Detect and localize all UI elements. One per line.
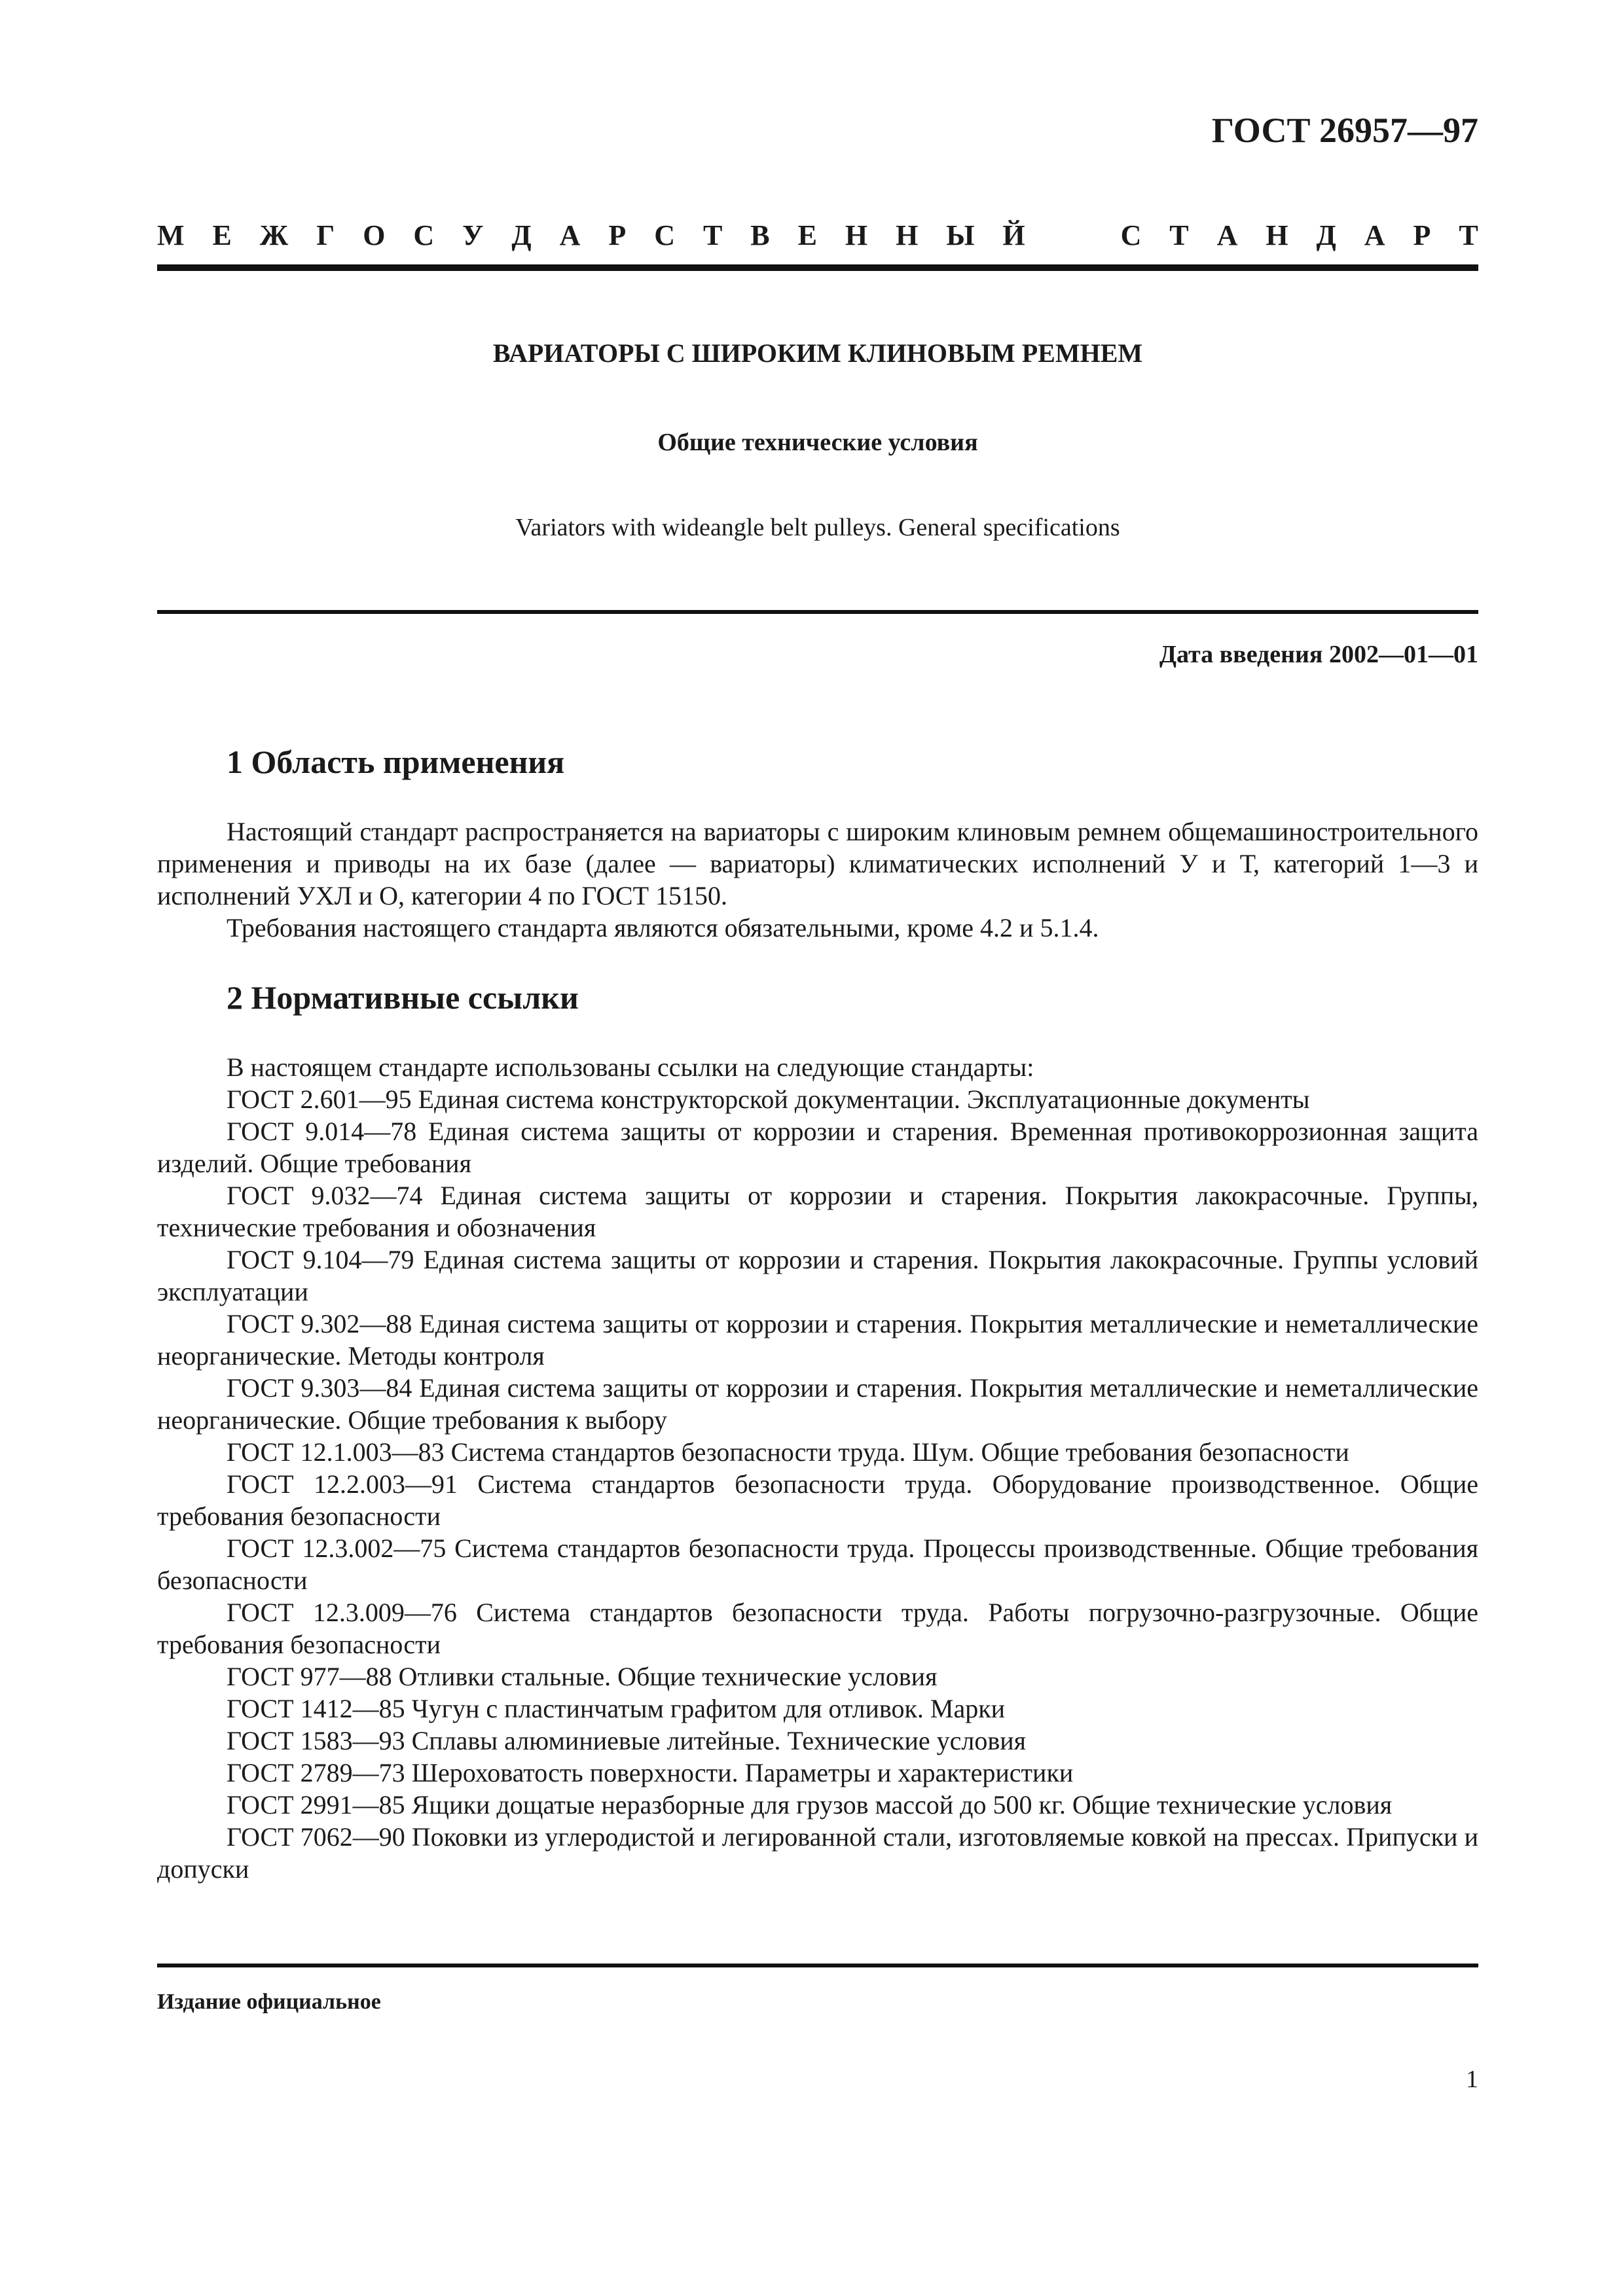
banner-letter: Р — [1413, 219, 1431, 251]
reference-item: ГОСТ 2991—85 Ящики дощатые неразборные для грузов массой до 500 кг. Общие технические условия — [227, 1790, 1393, 1820]
paragraph: Настоящий стандарт распространяется на вариаторы с широким клиновым ремнем общемашиностроительного применения и приводы на их базе (далее — вариаторы) климатических исполнений У и Т, категорий 1—3 и исполнений УХЛ и О, категории 4 по ГОСТ 15150. — [157, 817, 1478, 910]
paragraph: Требования настоящего стандарта являются обязательными, кроме 4.2 и 5.1.4. — [227, 913, 1099, 942]
banner-word-gap — [1053, 216, 1093, 255]
banner-letter: Д — [511, 219, 532, 251]
document-title: ВАРИАТОРЫ С ШИРОКИМ КЛИНОВЫМ РЕМНЕМ — [492, 338, 1143, 368]
english-title: Variators with wideangle belt pulleys. General specifications — [515, 514, 1120, 541]
reference-item: ГОСТ 12.2.003—91 Система стандартов безопасности труда. Оборудование производственное. Общие требования безопасности — [157, 1469, 1478, 1531]
banner-letter: С — [654, 219, 675, 251]
reference-item: ГОСТ 9.303—84 Единая система защиты от коррозии и старения. Покрытия металлические и неметаллические неорганические. Общие требования к выбору — [157, 1373, 1478, 1435]
banner-letter: А — [1364, 219, 1385, 251]
reference-item: ГОСТ 9.302—88 Единая система защиты от коррозии и старения. Покрытия металлические и неметаллические неорганические. Методы контроля — [157, 1309, 1478, 1371]
banner-letter: У — [462, 219, 484, 251]
banner-letter: Ж — [259, 219, 289, 251]
paragraph: В настоящем стандарте использованы ссылки на следующие стандарты: — [227, 1052, 1034, 1082]
banner-letter: Н — [896, 219, 919, 251]
document-number: ГОСТ 26957—97 — [1211, 111, 1478, 150]
banner-letter: Н — [1266, 219, 1288, 251]
page-number: 1 — [1466, 2066, 1478, 2093]
interstate-standard-banner — [157, 216, 1478, 255]
reference-item: ГОСТ 7062—90 Поковки из углеродистой и легированной стали, изготовляемые ковкой на прессах. Припуски и допуски — [157, 1822, 1478, 1884]
banner-letter: А — [1216, 219, 1238, 251]
edition-label: Издание официальное — [157, 1990, 381, 2014]
introduction-date: Дата введения 2002—01—01 — [1159, 641, 1478, 668]
banner-letter: Й — [1002, 219, 1025, 251]
banner-letter: Е — [797, 219, 817, 251]
banner-letter: О — [363, 219, 386, 251]
banner-letter: Р — [608, 219, 627, 251]
banner-letter: А — [559, 219, 581, 251]
reference-item: ГОСТ 977—88 Отливки стальные. Общие технические условия — [227, 1662, 938, 1691]
reference-item: ГОСТ 9.104—79 Единая система защиты от коррозии и старения. Покрытия лакокрасочные. Группы условий эксплуатации — [157, 1245, 1478, 1306]
reference-item: ГОСТ 12.3.002—75 Система стандартов безопасности труда. Процессы производственные. Общие требования безопасности — [157, 1534, 1478, 1595]
reference-item: ГОСТ 12.3.009—76 Система стандартов безопасности труда. Работы погрузочно-разгрузочные. Общие требования безопасности — [157, 1598, 1478, 1659]
banner-letter: С — [413, 219, 435, 251]
banner-letter: Д — [1316, 219, 1336, 251]
reference-item: ГОСТ 2789—73 Шероховатость поверхности. Параметры и характеристики — [227, 1758, 1074, 1787]
reference-item: ГОСТ 9.014—78 Единая система защиты от коррозии и старения. Временная противокоррозионная защита изделий. Общие требования — [157, 1117, 1478, 1178]
section-body-scope — [157, 816, 1478, 944]
header-rule — [157, 264, 1478, 271]
reference-item: ГОСТ 12.1.003—83 Система стандартов безопасности труда. Шум. Общие требования безопасности — [227, 1437, 1349, 1467]
section-heading-references: 2 Нормативные ссылки — [227, 979, 579, 1016]
banner-letter: С — [1120, 219, 1142, 251]
section-heading-scope: 1 Область применения — [227, 744, 565, 780]
banner-letter: Т — [702, 219, 723, 251]
banner-letter: Т — [1169, 219, 1189, 251]
banner-letter: Г — [316, 219, 335, 251]
reference-item: ГОСТ 9.032—74 Единая система защиты от коррозии и старения. Покрытия лакокрасочные. Группы, технические требования и обозначения — [157, 1181, 1478, 1242]
banner-letter: Е — [212, 219, 232, 251]
title-rule — [157, 610, 1478, 614]
banner-letter: Ы — [946, 219, 975, 251]
footer-rule — [157, 1964, 1478, 1967]
banner-letter: Н — [845, 219, 868, 251]
document-subtitle: Общие технические условия — [657, 429, 978, 456]
reference-item: ГОСТ 1412—85 Чугун с пластинчатым графитом для отливок. Марки — [227, 1694, 1006, 1723]
reference-item: ГОСТ 1583—93 Сплавы алюминиевые литейные. Технические условия — [227, 1726, 1027, 1755]
banner-letter: Т — [1459, 219, 1478, 251]
reference-item: ГОСТ 2.601—95 Единая система конструкторской документации. Эксплуатационные документы — [227, 1085, 1310, 1114]
banner-letter: В — [750, 219, 770, 251]
banner-letter: М — [157, 219, 185, 251]
section-body-references — [157, 1051, 1478, 1885]
